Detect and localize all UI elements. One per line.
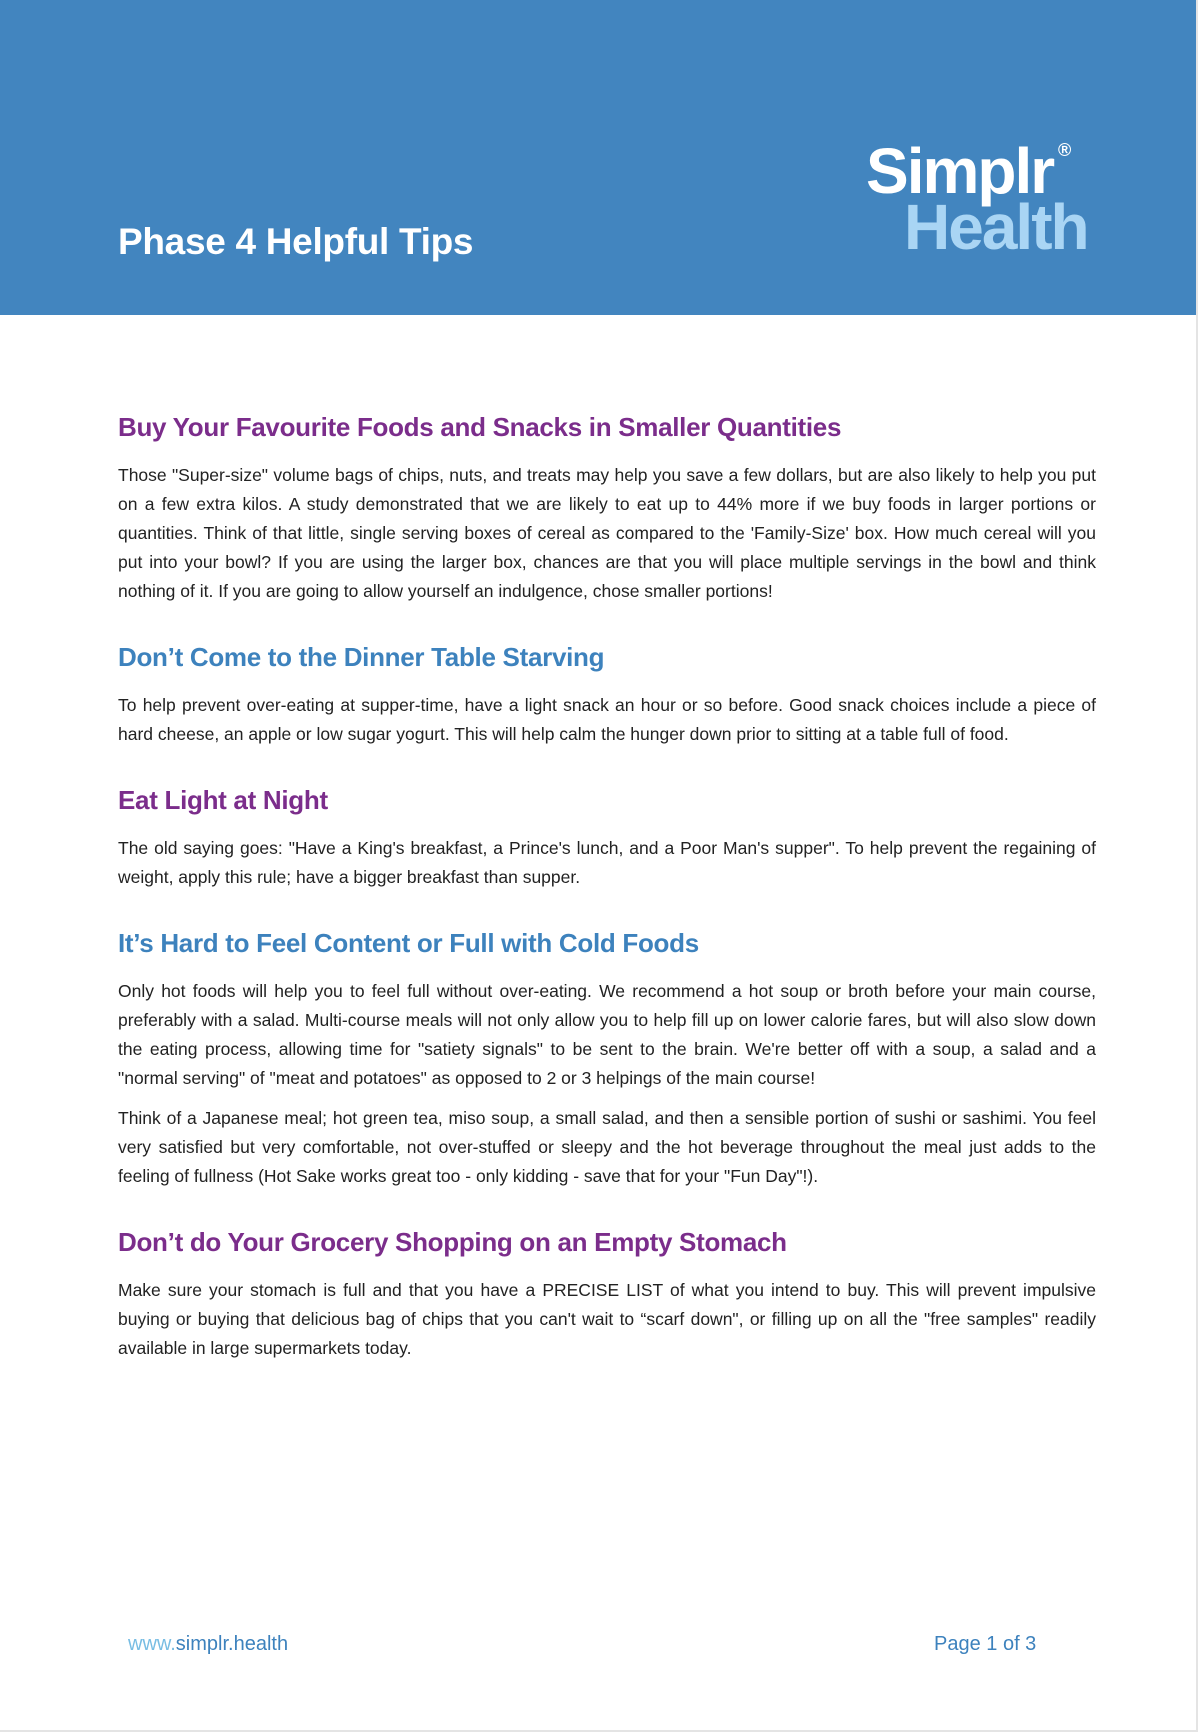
logo-registered-mark: ® <box>1058 140 1072 160</box>
footer-website-prefix: www. <box>128 1633 176 1655</box>
header-banner <box>0 0 1196 315</box>
logo-text-simplr: Simplr <box>866 135 1054 207</box>
page-number: Page 1 of 3 <box>934 1633 1037 1655</box>
section-heading: Don’t do Your Grocery Shopping on an Empty Stomach <box>118 1227 787 1257</box>
page-title: Phase 4 Helpful Tips <box>118 221 474 262</box>
section-paragraph: Those "Super-size" volume bags of chips, nuts, and treats may help you save a few dollars, but are also likely to help you put on a few extra kilos. A study demonstrated that we are likely to eat up to 44% more if we buy foods in larger portions or quantities. Think of that little, single serving boxes of cereal as compared to the 'Family-Size' box. How much cereal will you put into your bowl? If you are using the larger box, chances are that you will place multiple servings in the bowl and think nothing of it. If you are going to allow yourself an indulgence, chose smaller portions! <box>118 465 1096 601</box>
section-paragraph: Only hot foods will help you to feel full without over-eating. We recommend a hot soup or broth before your main course, preferably with a salad. Multi-course meals will not only allow you to help fill up on lower calorie fares, but will also slow down the eating process, allowing time for "satiety signals" to be sent to the brain. We're better off with a soup, a salad and a "normal serving" of "meat and potatoes" as opposed to 2 or 3 helpings of the main course! <box>118 981 1096 1088</box>
section-heading: Eat Light at Night <box>118 785 328 815</box>
tip-section-grocery-shopping <box>118 1222 1096 1363</box>
footer-website-domain: simplr.health <box>175 1633 289 1655</box>
footer-website-link[interactable] <box>128 1630 288 1658</box>
tip-section-cold-foods <box>118 923 1096 1191</box>
tip-section-dinner-table <box>118 637 1096 749</box>
section-heading: It’s Hard to Feel Content or Full with Cold Foods <box>118 928 699 958</box>
section-paragraph: Think of a Japanese meal; hot green tea, miso soup, a small salad, and then a sensible portion of sushi or sashimi. You feel very satisfied but very comfortable, not over-stuffed or sleepy and the hot beverage throughout the meal just adds to the feeling of fullness (Hot Sake works great too - only kidding - save that for your "Fun Day"!). <box>118 1108 1096 1186</box>
section-heading: Don’t Come to the Dinner Table Starving <box>118 642 605 672</box>
tip-section-eat-light <box>118 780 1096 892</box>
section-paragraph: The old saying goes: "Have a King's breakfast, a Prince's lunch, and a Poor Man's supper". To help prevent the regaining of weight, apply this rule; have a bigger breakfast than supper. <box>118 838 1096 887</box>
section-paragraph: To help prevent over-eating at supper-time, have a light snack an hour or so before. Good snack choices include a piece of hard cheese, an apple or low sugar yogurt. This will help calm the hunger down prior to sitting at a table full of food. <box>118 695 1096 744</box>
section-heading: Buy Your Favourite Foods and Snacks in Smaller Quantities <box>118 412 842 442</box>
section-paragraph: Make sure your stomach is full and that you have a PRECISE LIST of what you intend to buy. This will prevent impulsive buying or buying that delicious bag of chips that you can't wait to “scarf down", or filling up on all the "free samples" readily available in large supermarkets today. <box>118 1280 1096 1358</box>
logo-text-health: Health <box>904 191 1088 263</box>
simplr-health-logo <box>860 135 1110 268</box>
main-content <box>118 407 1096 1394</box>
tip-section-smaller-quantities <box>118 407 1096 606</box>
